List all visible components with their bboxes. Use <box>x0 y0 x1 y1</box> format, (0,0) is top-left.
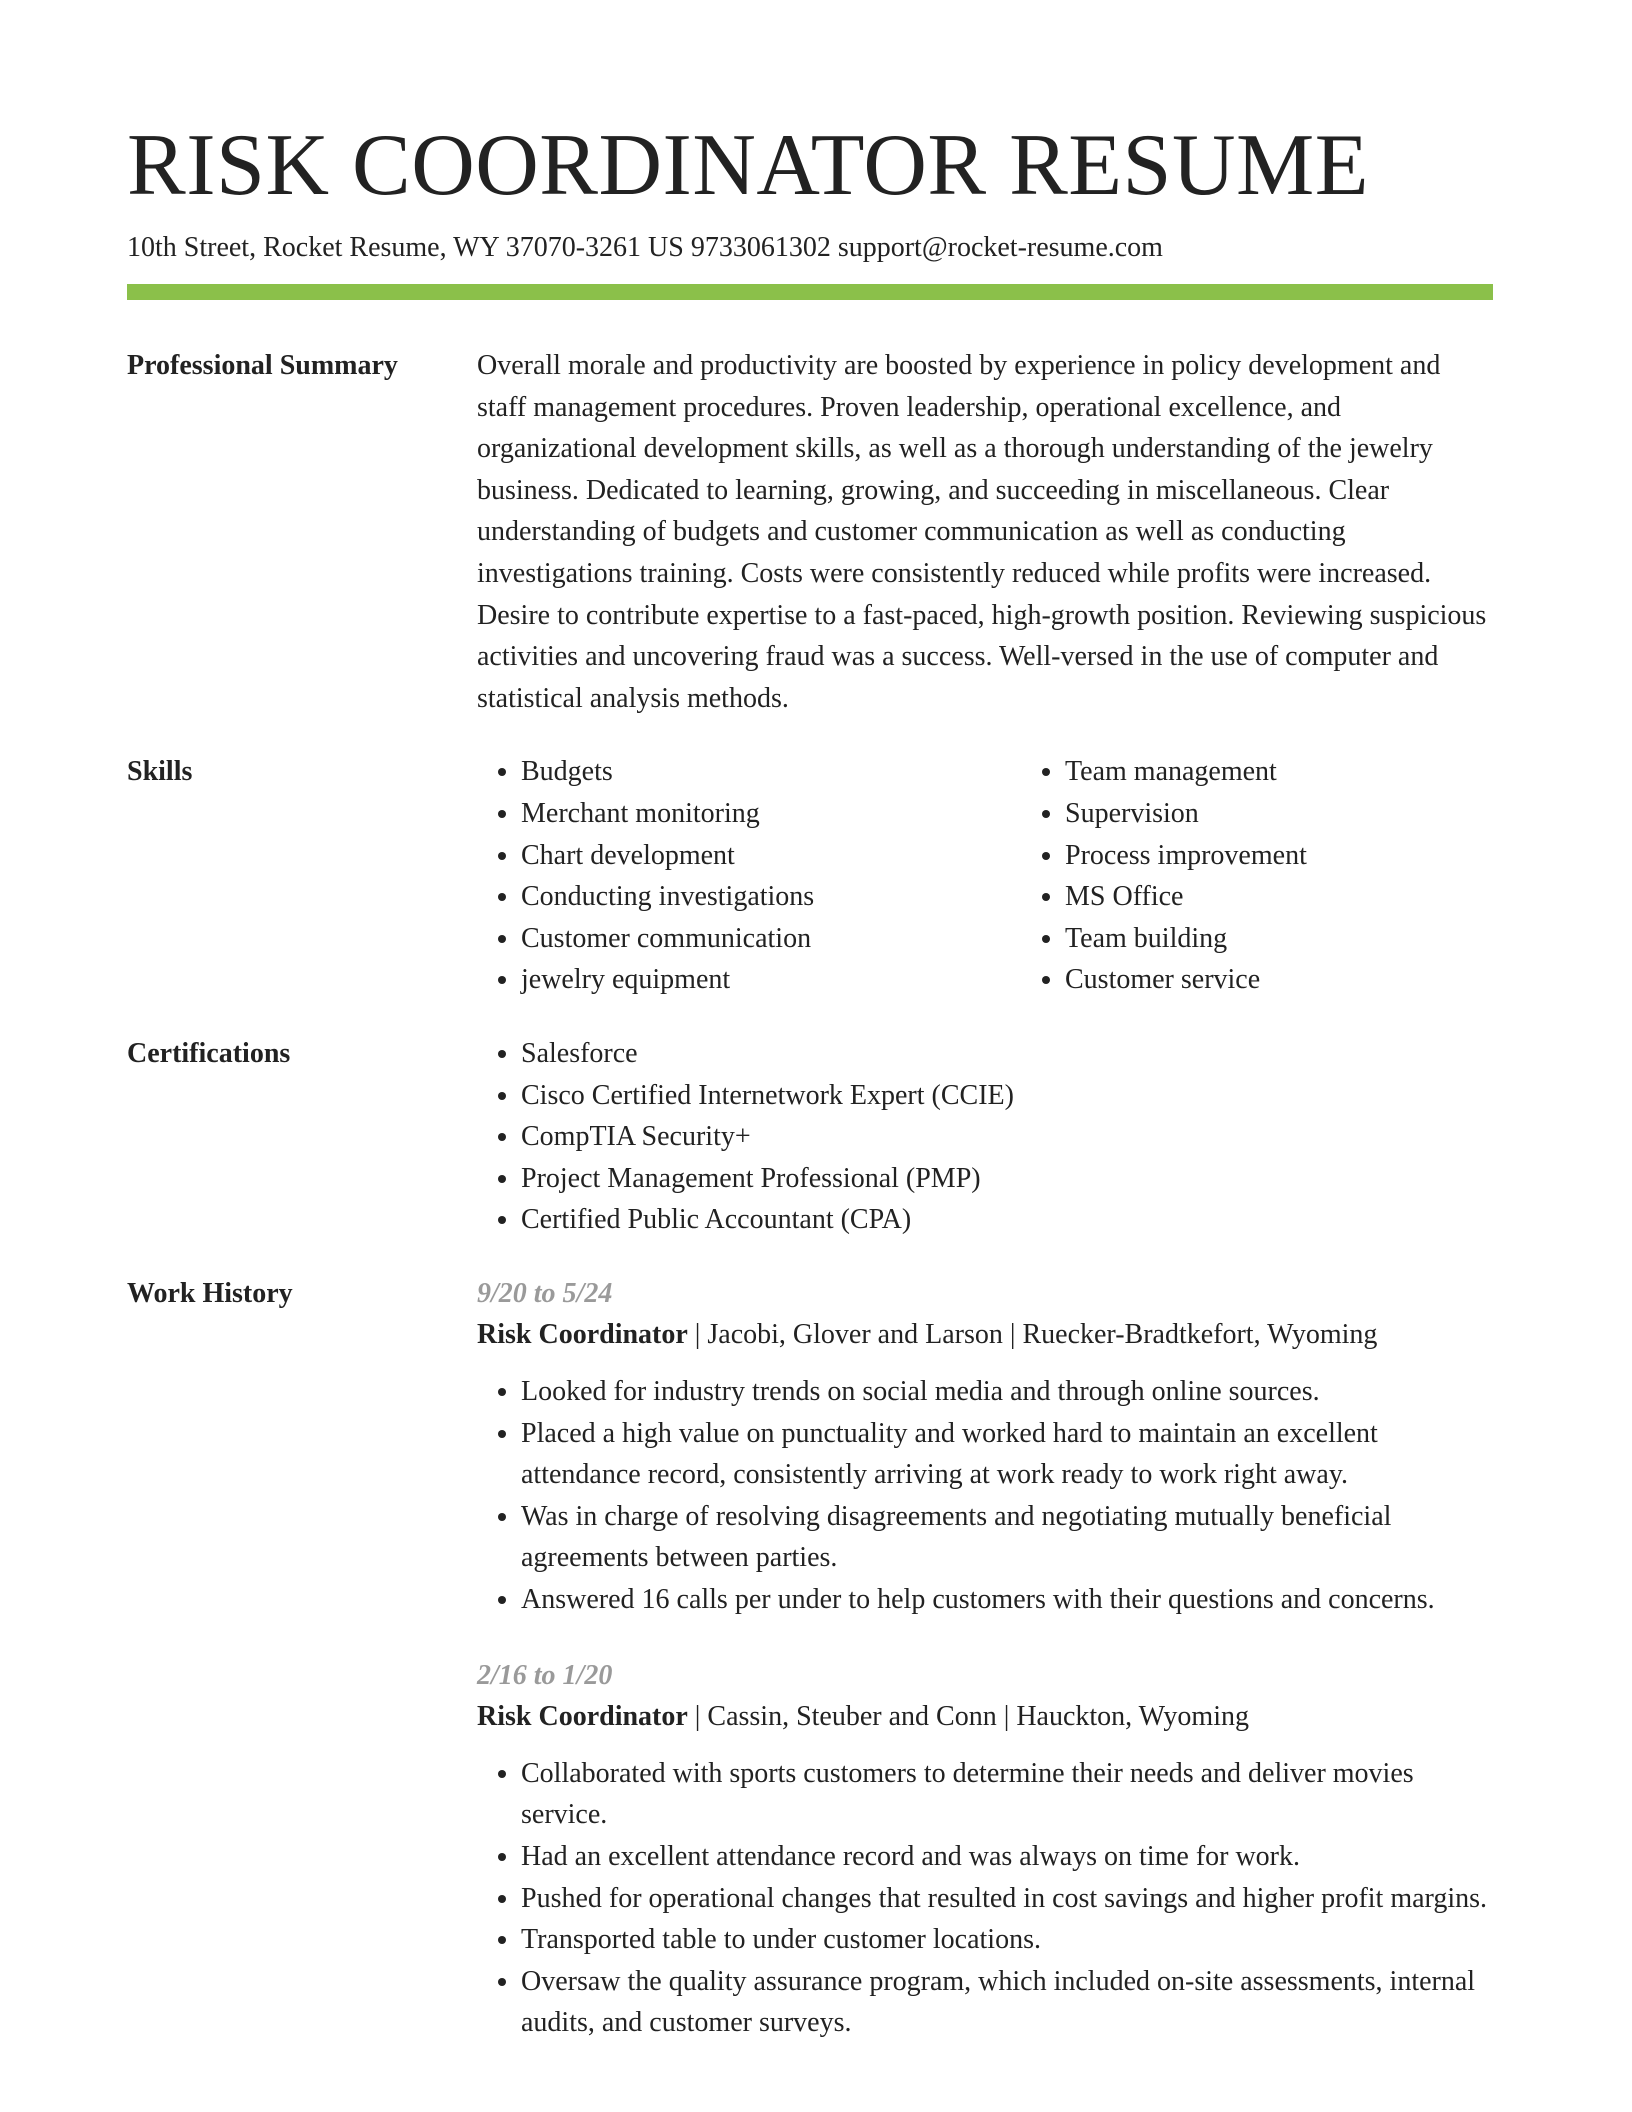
skills-list-left <box>477 751 1021 1001</box>
job-dates: 2/16 to 1/20 <box>477 1659 613 1691</box>
summary-heading: Professional Summary <box>127 350 398 381</box>
skill-item: • jewelry equipment <box>521 959 1021 1001</box>
job-bullet: • Collaborated with sports customers to determine their needs and deliver movies service. <box>521 1753 1493 1836</box>
certification-item: • Project Management Professional (PMP) <box>521 1158 1493 1200</box>
certification-item: • CompTIA Security+ <box>521 1116 1493 1158</box>
skill-item: • Chart development <box>521 835 1021 877</box>
resume-content <box>127 345 1493 2110</box>
summary-section <box>127 345 1493 719</box>
contact-info: 10th Street, Rocket Resume, WY 37070-3261 US 9733061302 support@rocket-resume.com <box>127 232 1163 263</box>
work-history-section <box>127 1273 1493 2078</box>
skills-list-right <box>1021 751 1565 1001</box>
certifications-heading: Certifications <box>127 1037 291 1069</box>
job-entry <box>477 1655 1493 2044</box>
job-bullet: • Was in charge of resolving disagreements and negotiating mutually beneficial agreements between parties. <box>521 1496 1493 1579</box>
skill-item: • Customer communication <box>521 918 1021 960</box>
job-title: Risk Coordinator <box>477 1701 688 1733</box>
job-dates: 9/20 to 5/24 <box>477 1277 613 1309</box>
skill-item: • Supervision <box>1065 793 1565 835</box>
certification-item: • Certified Public Accountant (CPA) <box>521 1199 1493 1241</box>
job-bullet: • Had an excellent attendance record and was always on time for work. <box>521 1836 1493 1878</box>
skill-item: • Merchant monitoring <box>521 793 1021 835</box>
skill-item: • Customer service <box>1065 959 1565 1001</box>
work-history-heading: Work History <box>127 1277 293 1309</box>
skill-item: • Team building <box>1065 918 1565 960</box>
job-bullets <box>477 1753 1493 2044</box>
accent-divider <box>127 284 1493 300</box>
summary-text: Overall morale and productivity are boosted by experience in policy development and staff management procedures. Proven leadership, operational excellence, and organizational development skills, as well as a thorough understanding of the jewelry business. Dedicated to learning, growing, and succeeding in miscellaneous. Clear understanding of budgets and customer communication as well as conducting investigations training. Costs were consistently reduced while profits were increased. Desire to contribute expertise to a fast-paced, high-growth position. Reviewing suspicious activities and uncovering fraud was a success. Well-versed in the use of computer and statistical analysis methods. <box>477 350 1487 714</box>
skill-item: • Team management <box>1065 751 1565 793</box>
skill-item: • Budgets <box>521 751 1021 793</box>
job-bullets <box>477 1371 1493 1621</box>
job-employer: | Jacobi, Glover and Larson | Ruecker-Bradtkefort, Wyoming <box>687 1319 1378 1351</box>
certifications-section <box>127 1033 1493 1241</box>
skill-item: • Process improvement <box>1065 835 1565 877</box>
job-heading <box>477 1696 1493 1738</box>
job-title: Risk Coordinator <box>477 1319 688 1351</box>
job-entry <box>477 1273 1493 1621</box>
skill-item: • MS Office <box>1065 876 1565 918</box>
job-employer: | Cassin, Steuber and Conn | Hauckton, Wyoming <box>687 1701 1249 1733</box>
skills-heading: Skills <box>127 756 193 788</box>
certification-item: • Salesforce <box>521 1033 1493 1075</box>
resume-title: RISK COORDINATOR RESUME <box>127 117 1370 214</box>
skill-item: • Conducting investigations <box>521 876 1021 918</box>
job-bullet: • Oversaw the quality assurance program, which included on-site assessments, internal audits, and customer surveys. <box>521 1961 1493 2044</box>
skills-section <box>127 751 1493 1001</box>
job-bullet: • Placed a high value on punctuality and worked hard to maintain an excellent attendance record, consistently arriving at work ready to work right away. <box>521 1413 1493 1496</box>
certifications-list <box>477 1033 1493 1241</box>
job-bullet: • Looked for industry trends on social media and through online sources. <box>521 1371 1493 1413</box>
job-bullet: • Pushed for operational changes that resulted in cost savings and higher profit margins. <box>521 1878 1493 1920</box>
job-bullet: • Answered 16 calls per under to help customers with their questions and concerns. <box>521 1579 1493 1621</box>
job-heading <box>477 1314 1493 1356</box>
certification-item: • Cisco Certified Internetwork Expert (CCIE) <box>521 1075 1493 1117</box>
job-bullet: • Transported table to under customer locations. <box>521 1919 1493 1961</box>
